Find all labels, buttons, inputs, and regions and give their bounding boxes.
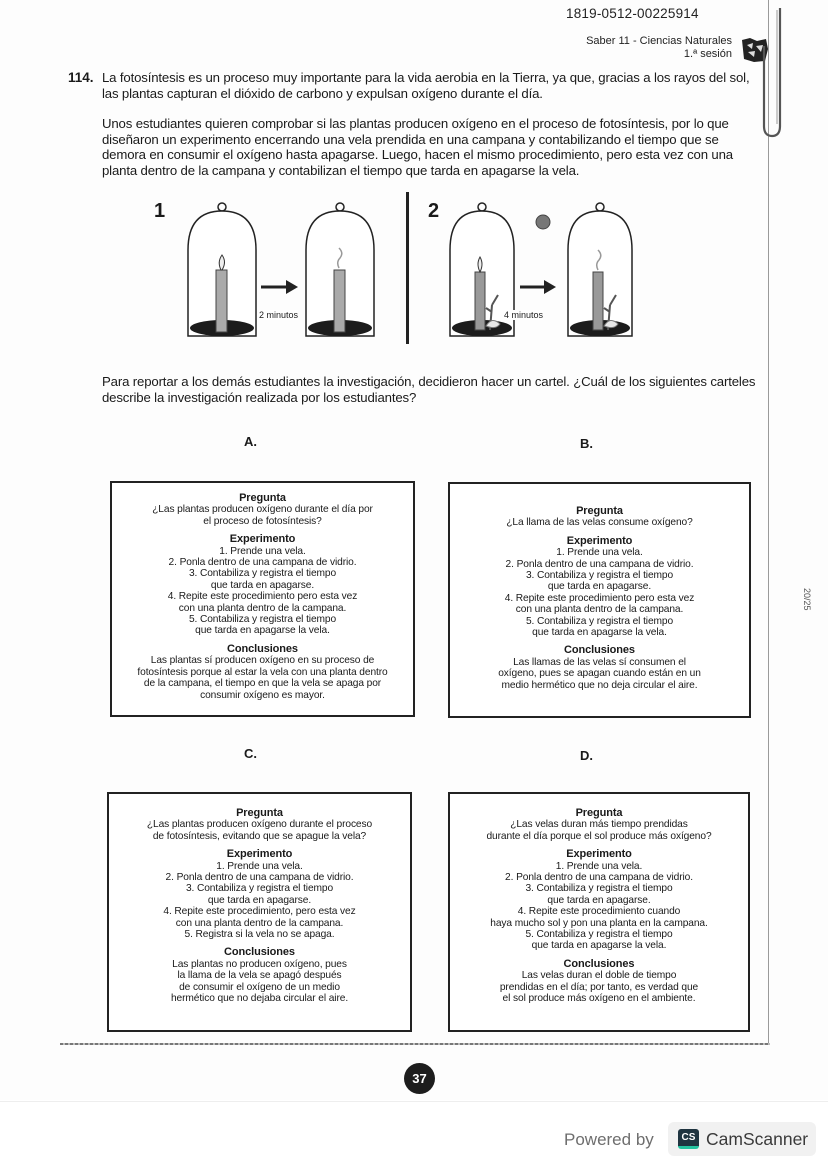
experimento-step: 4. Repite este procedimiento pero esta vez [167,591,358,603]
experimento-step: 5. Contabiliza y registra el tiempo [188,614,337,626]
pregunta-line: ¿Las velas duran más tiempo prendidas [510,819,688,831]
pregunta-title: Pregunta [575,807,623,819]
pregunta-line: el proceso de fotosíntesis? [203,515,322,527]
experimento-step: que tarda en apagarse. [547,581,652,593]
conclusion-line: la llama de la vela se apagó después [177,970,342,982]
conclusion-line: Las plantas sí producen oxígeno en su proceso de [150,655,375,667]
experimento-step: 1. Prende una vela. [556,547,643,559]
experimento-step: con una planta dentro de la campana. [515,604,684,616]
footer-divider [0,1101,828,1102]
document-code: 1819-0512-00225914 [566,6,699,21]
option-c-card[interactable] [107,792,412,1032]
conclusiones-title: Conclusiones [227,642,298,655]
exam-header [586,35,732,61]
experimento-step: 2. Ponla dentro de una campana de vidrio. [168,557,357,569]
conclusion-line: Las plantas no producen oxígeno, pues [172,958,347,970]
conclusion-line: prendidas en el día; por tanto, es verdad que [499,981,699,993]
experimento-step: 1. Prende una vela. [555,860,643,872]
experimento-step: 5. Contabiliza y registra el tiempo [525,929,673,941]
experimento-step: 4. Repite este procedimiento pero esta vez [504,592,695,604]
question-context: Unos estudiantes quieren comprobar si las plantas producen oxígeno en el proceso de fotosíntesis, por lo que diseñaron un experimento encerrando una vela prendida en una campana y contabilizando el tiempo que se demora en consumir el oxígeno hasta apagarse. Luego, hacen el mismo procedimiento, pero esta vez con una planta dentro de la campana y contabilizan el tiempo que tarda en apagarse la vela. [102,116,733,178]
option-c-letter[interactable]: C. [244,746,257,761]
bell-jar-lit-candle-icon [188,203,256,336]
experimento-step: con una planta dentro de la campana. [178,602,347,614]
experiment-2-time: 4 minutos [504,310,544,320]
camscanner-brand-name: CamScanner [706,1128,809,1149]
sun-icon [536,215,550,229]
conclusion-line: fotosíntesis porque al estar la vela con una planta dentro [137,666,388,678]
page-number-badge: 37 [404,1063,435,1094]
experimento-step: que tarda en apagarse. [547,894,651,906]
camscanner-badge[interactable] [668,1122,816,1156]
experimento-step: 1. Prende una vela. [219,545,306,557]
powered-by-label: Powered by [564,1130,654,1149]
pregunta-title: Pregunta [239,492,286,504]
conclusiones-title: Conclusiones [564,644,635,657]
question-prompt: Para reportar a los demás estudiantes la investigación, decidieron hacer un cartel. ¿Cuál de los siguientes carteles describe la investigación realizada por los estudiantes? [102,374,756,405]
experiment-figure [150,190,640,350]
option-a-card[interactable] [110,481,415,717]
conclusion-line: medio hermético que no deja circular el aire. [501,679,698,691]
experimento-step: que tarda en apagarse la vela. [532,627,667,639]
question-intro: La fotosíntesis es un proceso muy importante para la vida aerobia en la Tierra, ya que, gracias a los rayos del sol, las plantas capturan el dióxido de carbono y expulsan oxígeno durante el día. [102,70,750,101]
experimento-step: 3. Contabiliza y registra el tiempo [525,570,674,582]
option-d-letter[interactable]: D. [580,748,593,763]
conclusion-line: el sol produce más oxígeno en el ambiente. [502,993,696,1005]
pregunta-line: ¿Las plantas producen oxígeno durante el día por [152,504,373,516]
experimento-step: 2. Ponla dentro de una campana de vidrio. [165,872,354,884]
pregunta-line: ¿Las plantas producen oxígeno durante el proceso [146,819,373,831]
experimento-step: 4. Repite este procedimiento cuando [517,906,681,918]
conclusion-line: oxígeno, pues se apagan cuando están en un [498,668,701,680]
experiment-2-illustration [448,200,644,340]
experimento-step: 1. Prende una vela. [216,860,303,872]
pregunta-title: Pregunta [576,505,623,517]
experimento-step: con una planta dentro de la campana. [175,917,344,929]
experimento-step: que tarda en apagarse la vela. [531,940,667,952]
conclusion-line: de la campana, el tiempo en que la vela se apaga por [143,678,382,690]
experimento-title: Experimento [229,533,296,546]
experimento-step: que tarda en apagarse la vela. [195,625,330,637]
bell-jar-extinguished-candle-icon [306,203,374,336]
camscanner-logo-icon: CS [678,1129,699,1149]
experimento-step: 2. Ponla dentro de una campana de vidrio. [505,872,693,884]
experimento-step: que tarda en apagarse. [210,579,315,591]
conclusion-line: hermético que no dejaba circular el aire. [170,993,349,1005]
experimento-step: que tarda en apagarse. [207,894,312,906]
experimento-step: 3. Contabiliza y registra el tiempo [185,883,334,895]
conclusiones-title: Conclusiones [224,946,295,959]
option-d-card[interactable] [448,792,750,1032]
pregunta-line: ¿La llama de las velas consume oxígeno? [506,517,693,529]
question-number: 114. [68,70,94,85]
experimento-step: 3. Contabiliza y registra el tiempo [188,568,337,580]
pregunta-line: durante el día porque el sol produce más oxígeno? [486,830,712,842]
page-edge [768,0,769,1045]
experiment-1-label: 1 [154,200,166,222]
conclusion-line: consumir oxígeno es mayor. [200,689,325,701]
bell-jar-extinguished-candle-plant-icon [568,203,632,336]
arrow-right-icon [261,280,298,294]
pregunta-line: de fotosíntesis, evitando que se apague la vela? [152,830,367,842]
experimento-title: Experimento [566,848,632,861]
page-bottom-edge [60,1043,770,1045]
experimento-step: 2. Ponla dentro de una campana de vidrio. [505,558,694,570]
experimento-step: 5. Contabiliza y registra el tiempo [525,615,674,627]
option-a-letter[interactable]: A. [244,434,257,449]
experimento-title: Experimento [226,848,293,861]
experimento-title: Experimento [566,534,633,547]
experimento-step: 4. Repite este procedimiento, pero esta vez [163,906,356,918]
option-b-letter[interactable]: B. [580,436,593,451]
conclusion-line: de consumir el oxígeno de un medio [179,981,340,993]
conclusion-line: Las llamas de las velas sí consumen el [513,656,686,668]
experimento-step: haya mucho sol y pon una planta en la campana. [490,917,708,929]
arrow-right-icon [520,280,556,294]
session-label: 1.ª sesión [683,48,732,60]
conclusion-line: Las velas duran el doble de tiempo [521,970,677,982]
paper-clip-icon [760,4,794,140]
pregunta-title: Pregunta [236,807,283,819]
side-stamp: 20/25 [802,588,812,611]
subject-label: Saber 11 - Ciencias Naturales [586,35,732,47]
experiment-2-label: 2 [428,200,440,222]
experiment-1-time: 2 minutos [259,310,299,320]
experimento-step: 5. Registra si la vela no se apaga. [184,929,335,941]
conclusiones-title: Conclusiones [563,957,635,970]
experimento-step: 3. Contabiliza y registra el tiempo [525,883,673,895]
figure-divider [406,192,409,344]
option-b-card[interactable] [448,482,751,718]
